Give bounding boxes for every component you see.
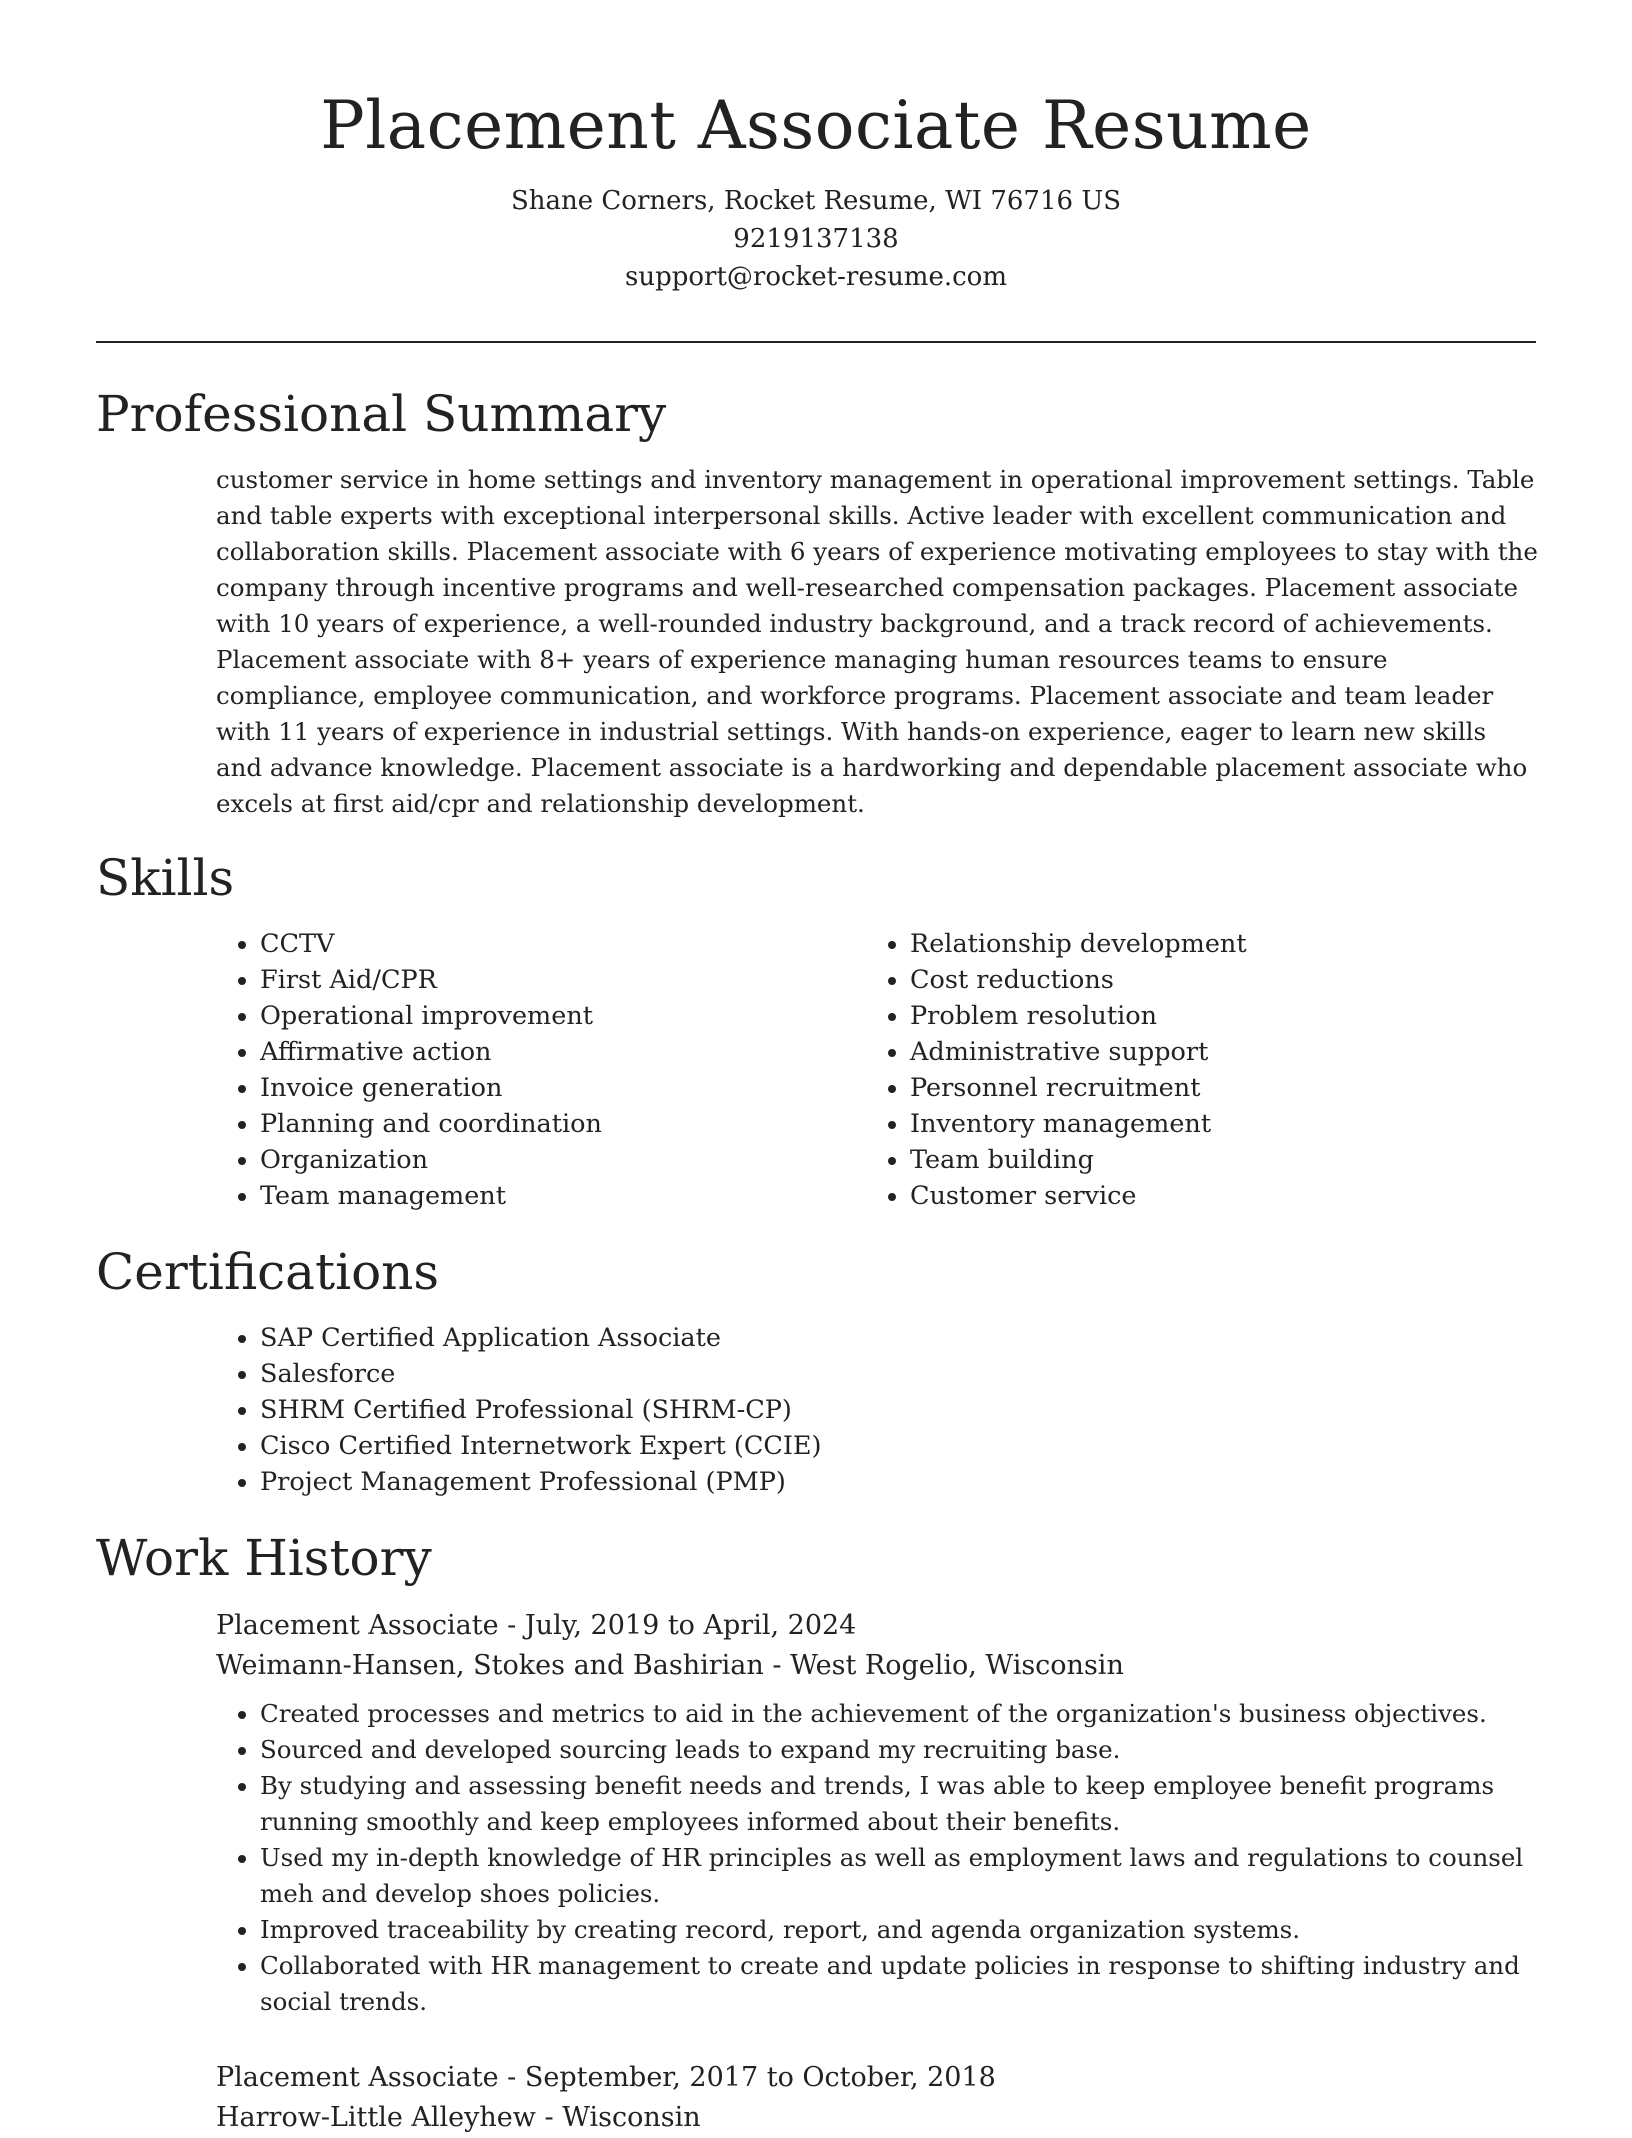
skill-item: • Inventory management	[910, 1106, 1510, 1142]
skills-list-right	[866, 926, 1510, 1214]
job-bullet: • Created processes and metrics to aid in the achievement of the organization's business objectives.	[260, 1696, 1538, 1732]
address-text: Shane Corners, Rocket Resume, WI 76716 US	[510, 186, 1122, 216]
separator: -	[535, 2102, 563, 2133]
separator: -	[498, 2062, 525, 2093]
skill-item: • Team building	[910, 1142, 1510, 1178]
certification-item: • SAP Certified Application Associate	[260, 1320, 822, 1356]
skill-item: • Problem resolution	[910, 998, 1510, 1034]
certifications-heading: Certifications	[96, 1243, 440, 1301]
skill-item: • Cost reductions	[910, 962, 1510, 998]
resume-header	[0, 0, 1632, 296]
skill-item: • Relationship development	[910, 926, 1510, 962]
job-location: Wisconsin	[562, 2102, 701, 2133]
job-location: West Rogelio, Wisconsin	[790, 1650, 1124, 1681]
skill-item: • Planning and coordination	[260, 1106, 860, 1142]
job-company: Harrow-Little Alleyhew	[216, 2102, 536, 2133]
certifications-list	[216, 1320, 822, 1500]
job-entry	[216, 1606, 1538, 2020]
job-bullet: • By studying and assessing benefit needs and trends, I was able to keep employee benefit programs running smoothly and keep employees informed about their benefits.	[260, 1768, 1538, 1840]
certification-item: • Cisco Certified Internetwork Expert (CCIE)	[260, 1428, 822, 1464]
skill-item: • Administrative support	[910, 1034, 1510, 1070]
summary-heading: Professional Summary	[96, 385, 667, 443]
contact-info	[0, 182, 1632, 296]
certification-item: • SHRM Certified Professional (SHRM-CP)	[260, 1392, 822, 1428]
header-divider	[96, 341, 1536, 343]
page-title: Placement Associate Resume	[320, 87, 1312, 164]
skill-item: • Organization	[260, 1142, 860, 1178]
skill-item: • CCTV	[260, 926, 860, 962]
job-title: Placement Associate	[216, 1610, 499, 1641]
job-title: Placement Associate	[216, 2062, 499, 2093]
email-text: support@rocket-resume.com	[624, 262, 1007, 292]
certification-item: • Salesforce	[260, 1356, 822, 1392]
job-company-line	[216, 1646, 1538, 1686]
skill-item: • Operational improvement	[260, 998, 860, 1034]
job-company: Weimann-Hansen, Stokes and Bashirian	[216, 1650, 764, 1681]
job-bullet: • Improved traceability by creating record, report, and agenda organization systems.	[260, 1912, 1538, 1948]
separator: -	[498, 1610, 525, 1641]
job-bullet: • Used my in-depth knowledge of HR principles as well as employment laws and regulations to counsel meh and develop shoes policies.	[260, 1840, 1538, 1912]
certification-item: • Project Management Professional (PMP)	[260, 1464, 822, 1500]
job-bullet: • Sourced and developed sourcing leads to expand my recruiting base.	[260, 1732, 1538, 1768]
job-title-line	[216, 2058, 1538, 2098]
job-company-line	[216, 2098, 1538, 2138]
work-history-heading: Work History	[96, 1529, 432, 1587]
job-bullets	[216, 1696, 1538, 2020]
summary-text: customer service in home settings and inventory management in operational improvement settings. Table and table experts with exceptional interpersonal skills. Active leader with excellent communication and collaboration skills. Placement associate with 6 years of experience motivating employees to stay with the company through incentive programs and well-researched compensation packages. Placement associate with 10 years of experience, a well-rounded industry background, and a track record of achievements. Placement associate with 8+ years of experience managing human resources teams to ensure compliance, employee communication, and workforce programs. Placement associate and team leader with 11 years of experience in industrial settings. With hands-on experience, eager to learn new skills and advance knowledge. Placement associate is a hardworking and dependable placement associate who excels at first aid/cpr and relationship development.	[216, 465, 1538, 818]
skills-list-left	[216, 926, 860, 1214]
job-bullet: • Collaborated with HR management to create and update policies in response to shifting industry and social trends.	[260, 1948, 1538, 2020]
skill-item: • First Aid/CPR	[260, 962, 860, 998]
skill-item: • Customer service	[910, 1178, 1510, 1214]
job-entry	[216, 2058, 1538, 2138]
job-title-line	[216, 1606, 1538, 1646]
skills-heading: Skills	[96, 849, 235, 907]
skill-item: • Invoice generation	[260, 1070, 860, 1106]
skill-item: • Personnel recruitment	[910, 1070, 1510, 1106]
skill-item: • Affirmative action	[260, 1034, 860, 1070]
job-dates: September, 2017 to October, 2018	[524, 2062, 996, 2093]
skill-item: • Team management	[260, 1178, 860, 1214]
job-dates: July, 2019 to April, 2024	[524, 1610, 857, 1641]
separator: -	[763, 1650, 791, 1681]
phone-text: 9219137138	[733, 224, 899, 254]
